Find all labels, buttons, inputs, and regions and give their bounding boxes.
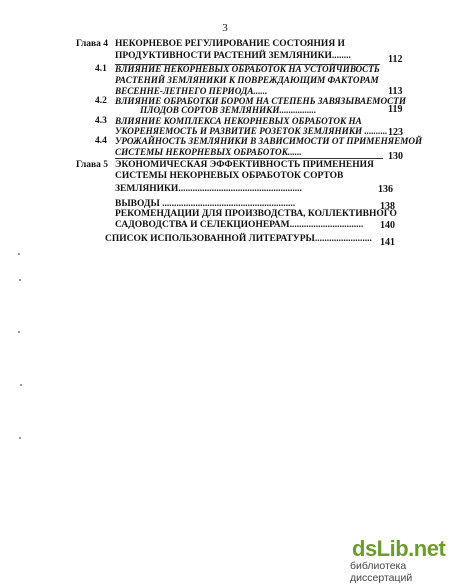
scan-speck bbox=[20, 384, 22, 386]
section-4-3-page: 123 bbox=[388, 127, 403, 138]
section-4-2-page: 119 bbox=[388, 104, 403, 115]
section-4-4-title-line-2: СИСТЕМЫ НЕКОРНЕВЫХ ОБРАБОТОК...... bbox=[115, 147, 302, 157]
recommendations-page: 140 bbox=[380, 220, 395, 231]
section-4-1-title-line-2: РАСТЕНИЙ ЗЕМЛЯНИКИ К ПОВРЕЖДАЮЩИМ ФАКТОРАМ bbox=[115, 75, 379, 85]
chapter-4-label: Глава 4 bbox=[76, 39, 109, 49]
watermark-caption: библиотека диссертаций bbox=[350, 560, 413, 584]
section-4-3-title-line-2: УКОРЕНЯЕМОСТЬ И РАЗВИТИЕ РОЗЕТОК ЗЕМЛЯНИКИ .......... bbox=[115, 126, 388, 136]
recommendations-title-line-2: САДОВОДСТВА И СЕЛЕКЦИОНЕРАМ............................... bbox=[115, 220, 364, 230]
chapter-5-page: 136 bbox=[378, 184, 393, 195]
section-4-2-title-line-2: ПЛОДОВ СОРТОВ ЗЕМЛЯНИКИ................ bbox=[140, 105, 317, 115]
scan-speck bbox=[18, 331, 20, 333]
section-4-1-page: 113 bbox=[388, 86, 403, 97]
scan-speck bbox=[19, 437, 21, 439]
section-4-2-number: 4.2 bbox=[95, 96, 107, 106]
section-4-4-underline bbox=[115, 158, 383, 159]
section-4-3-number: 4.3 bbox=[95, 116, 107, 126]
scan-speck bbox=[18, 253, 20, 255]
watermark-logo: dsLib.net bbox=[352, 536, 446, 561]
section-4-3-title-line-1: ВЛИЯНИЕ КОМПЛЕКСА НЕКОРНЕВЫХ ОБРАБОТОК НА bbox=[115, 116, 362, 126]
section-4-4-page: 130 bbox=[388, 151, 403, 162]
bibliography-title: СПИСОК ИСПОЛЬЗОВАННОЙ ЛИТЕРАТУРЫ........................ bbox=[105, 234, 372, 244]
section-4-1-title-line-1: ВЛИЯНИЕ НЕКОРНЕВЫХ ОБРАБОТОК НА УСТОЙЧИВОСТЬ bbox=[115, 64, 380, 74]
chapter-4-title-line-2: ПРОДУКТИВНОСТИ РАСТЕНИЙ ЗЕМЛЯНИКИ........ bbox=[115, 51, 351, 61]
chapter-4-page: 112 bbox=[388, 54, 403, 65]
scan-speck bbox=[19, 279, 21, 281]
chapter-4-title-line-1: НЕКОРНЕВОЕ РЕГУЛИРОВАНИЕ СОСТОЯНИЯ И bbox=[115, 39, 345, 49]
conclusions-title: ВЫВОДЫ ........................................................ bbox=[115, 199, 296, 209]
section-4-2-title-line-1: ВЛИЯНИЕ ОБРАБОТКИ БОРОМ НА СТЕПЕНЬ ЗАВЯЗЫВАЕМОСТИ bbox=[115, 96, 406, 106]
chapter-5-title-line-1: ЭКОНОМИЧЕСКАЯ ЭФФЕКТИВНОСТЬ ПРИМЕНЕНИЯ bbox=[115, 160, 374, 170]
chapter-5-title-line-2: СИСТЕМЫ НЕКОРНЕВЫХ ОБРАБОТОК СОРТОВ bbox=[115, 171, 344, 181]
section-4-1-number: 4.1 bbox=[95, 64, 107, 74]
recommendations-title-line-1: РЕКОМЕНДАЦИИ ДЛЯ ПРОИЗВОДСТВА, КОЛЛЕКТИВНОГО bbox=[115, 209, 397, 219]
section-4-4-title-line-1: УРОЖАЙНОСТЬ ЗЕМЛЯНИКИ В ЗАВИСИМОСТИ ОТ ПРИМЕНЯЕМОЙ bbox=[115, 136, 423, 146]
section-4-4-number: 4.4 bbox=[95, 136, 107, 146]
chapter-5-label: Глава 5 bbox=[76, 160, 109, 170]
bibliography-page: 141 bbox=[380, 237, 395, 248]
conclusions-page: 138 bbox=[380, 201, 395, 212]
section-4-1-title-line-3: ВЕСЕННЕ-ЛЕТНЕГО ПЕРИОДА...... bbox=[115, 86, 268, 96]
page-number: 3 bbox=[222, 22, 228, 34]
chapter-5-title-line-3: ЗЕМЛЯНИКИ.................................................... bbox=[115, 184, 302, 194]
